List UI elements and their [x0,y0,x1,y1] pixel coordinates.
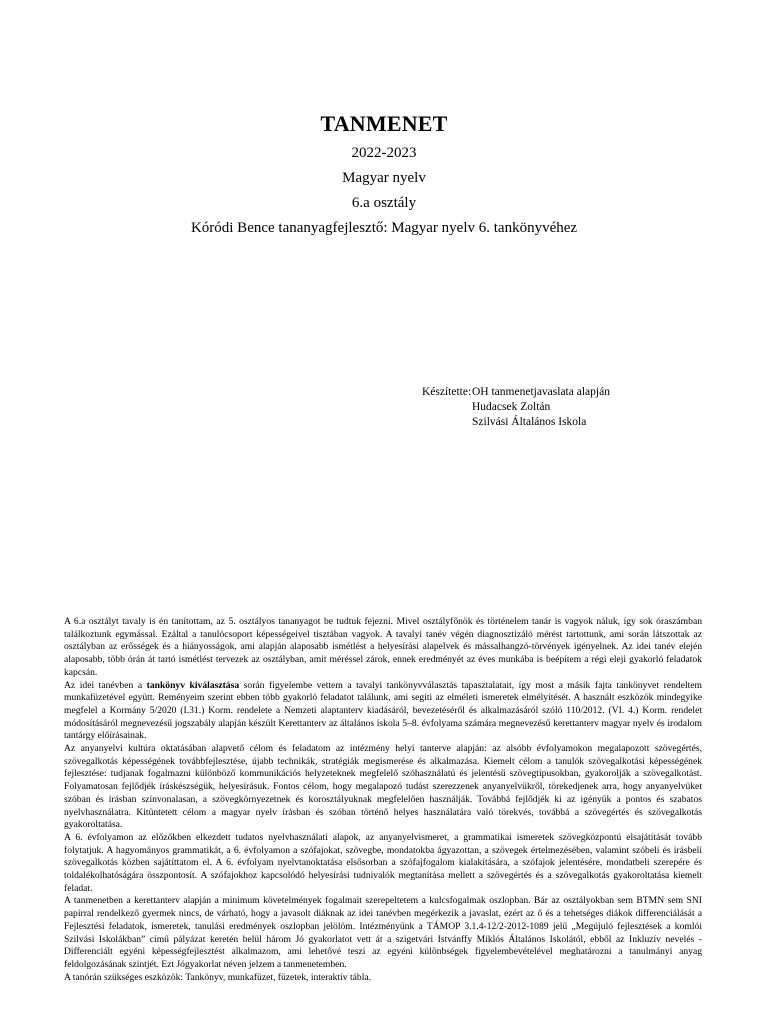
document-title: TANMENET [320,111,448,136]
paragraph-textbook-rest: során figyelembe vettem a tavalyi tankönyvválasztás tapasztalatait, így most a másik fajta tankönyvet rendeltem munkafüzetével együtt. Reményeim szerint ebben több gyakorló feladatot találunk, ami segíti az elméleti ismeretek elmélyítését. A használt eszközök mindegyike megfelel a Kormány 5/2020 (I.31.) Korm. rendelete a Nemzeti alaptanterv kiadásáról, bevezetéséről és alkalmazásáról szóló 110/2012. (VI. 4.) Korm. rendelet módosításáról megnevezésű jogszabály alapján készült Kerettanterv az általános iskola 5–8. évfolyama számára megnevezésű kerettanterv magyar nyelv és irodalom tantárgy előírásainak. [64,679,702,742]
subject-name: Magyar nyelv [342,170,426,186]
class-name: 6.a osztály [351,195,417,211]
textbook-reference: Kóródi Bence tananyagfejlesztő: Magyar nyelv 6. tankönyvéhez [190,220,578,236]
school-year: 2022-2023 [351,145,417,161]
author-line-basis: OH tanmenetjavaslata alapján [472,386,610,398]
body-text [64,616,702,984]
paragraph-grade-six: A 6. évfolyamon az előzőkben elkezdett tudatos nyelvhasználati alapok, az anyanyelvismeret, a grammatikai ismeretek szövegközpontú elsajátítását tovább folytatjuk. A hagyományos grammatikát, a 6. évfolyamon a szófajokat, szövegbe, mondatokba ágyazottan, a szövegek értelmezésében, valamint szóbeli és írásbeli szövegalkotás közben sajátíttatom el. A 6. évfolyam nyelvtanoktatása elsősorban a szófajfogalom kialakítására, a szófajok jelentésére, mondatbeli szerepére és toldalékolhatóságára összpontosít. A szófajokhoz kapcsolódó helyesírási tudnivalók megtanítása mellett a szövegértés és a szövegalkotás gyakoroltatása kiemelt feladat. [64,831,702,894]
paragraph-textbook-start: Az idei tanévben a [64,679,147,691]
author-school: Szilvási Általános Iskola [472,416,587,428]
paragraph-tools: A tanórán szükséges eszközök: Tankönyv, munkafüzet, füzetek, interaktív tábla. [64,971,372,983]
paragraph-curriculum: A tanmenetben a kerettanterv alapján a minimum követelmények fogalmait szerepeltetem a kulcsfogalmak oszlopban. Bár az osztályokban sem BTMN sem SNI papírral rendelkező gyermek nincs, de várható, hogy a javasolt diáknak az idei tanévben megérkezik a javaslat, ezért az ő és a tehetséges diákok differenciálását a Fejlesztési feladatok, ismeretek, tanulási eredmények oszlopban jelölöm. Intézményünk a TÁMOP 3.1.4-12/2-2012-1089 jelű „Megújuló fejlesztések a komlói Szilvási Iskolákban” című pályázat keretén belül három Jó gyakorlatot vett át a szigetvári Istvánffy Miklós Általános Iskolától, ebből az Inkluzív nevelés - Differenciált egyéni képességfejlesztést alkalmazom, ami lehetővé teszi az egyéni különbségek figyelembevételével meghatározni a tanulmányi anyag feldolgozásának szintjét. Ezt Jógyakorlat néven jelzem a tanmenetemben. [64,895,702,970]
textbook-selection-emphasis: tankönyv kiválasztása [146,679,240,691]
author-name: Hudacsek Zoltán [472,401,551,413]
paragraph-goals: Az anyanyelvi kultúra oktatásában alapvető célom és feladatom az intézmény helyi tanterve alapján: az alsóbb évfolyamokon megalapozott szövegértés, szövegalkotás képességének továbbfejlesztése, újabb technikák, stratégiák megismerése és alkalmazása. Kiemelt célom a tanulók szövegalkotási képességének fejlesztése: tudjanak fogalmazni különböző kommunikációs helyzeteknek megfelelő szóhasználatú és jelentésű szövegtípusokban, gyakorolják a szövegalkotást. Folyamatosan fejlődjék íráskészségük, helyesírásuk. Fontos célom, hogy megalapozó tudást szerezzenek anyanyelvükről, törekedjenek arra, hogy anyanyelvüket szóban és írásban színvonalasan, a szövegkörnyezetnek és korosztályuknak megfelelően használják. Továbbá fejlődjék ki az igényük a pontos és szabatos nyelvhasználatra. Kitüntetett célom a magyar nyelv írásban és szóban történő helyes használatára való törekvés, továbbá a szövegértés és szövegalkotás gyakoroltatása. [64,743,702,831]
author-label: Készítette: [422,386,472,398]
paragraph-intro: A 6.a osztályt tavaly is én tanítottam, az 5. osztályos tananyagot be tudtuk fejezni. Mivel osztályfőnök és történelem tanár is vagyok náluk, így sok óraszámban találkoztunk egymással. Ezáltal a tanulócsoport képességeivel tisztában vagyok. A tavalyi tanév végén diagnosztizáló mérést tartottunk, ami során látszottak az osztályban az erősségek és a hiányosságok, ami alapján alaposabb ismétlést a helyesírási alapelvek és mássalhangzó-törvények igényelnek. Az idei tanév elején alaposabb, több órán át tartó ismétlést tervezek az osztályban, amit méréssel zárok, ennek eredményét az éves munkába is beépítem a régi eleji gyakorló feladatok kapcsán. [64,616,702,678]
paragraph-textbook [64,680,702,744]
